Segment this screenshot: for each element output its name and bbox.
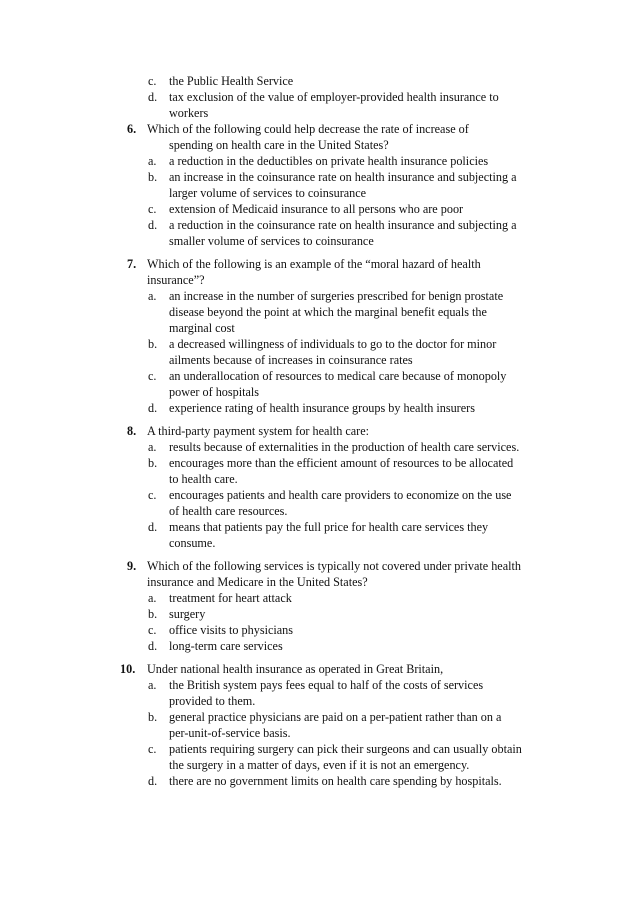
answer-text: encourages patients and health care providers to economize on the use [169, 488, 512, 502]
answer-line [0, 622, 638, 638]
question-number: 9. [127, 559, 137, 573]
question-line [0, 558, 638, 574]
answer-text-continued: the surgery in a matter of days, even if it is not an emergency. [169, 758, 470, 772]
answer-line [0, 519, 638, 535]
question-text-continued: insurance”? [147, 273, 205, 287]
answer-line [0, 741, 638, 757]
answer-letter: c. [148, 623, 157, 637]
question-number: 6. [127, 122, 137, 136]
answer-text: an increase in the number of surgeries prescribed for benign prostate [169, 289, 504, 303]
answer-line [0, 73, 638, 89]
answer-letter: c. [148, 742, 157, 756]
document-page [0, 73, 638, 789]
answer-letter: d. [148, 520, 158, 534]
answer-line [0, 336, 638, 352]
answer-line [0, 233, 638, 249]
question-line [0, 137, 638, 153]
answer-letter: a. [148, 289, 157, 303]
answer-line [0, 384, 638, 400]
answer-line [0, 439, 638, 455]
answer-text: treatment for heart attack [169, 591, 292, 605]
answer-letter: d. [148, 774, 158, 788]
answer-line [0, 693, 638, 709]
answer-letter: c. [148, 369, 157, 383]
answer-line [0, 89, 638, 105]
answer-line [0, 320, 638, 336]
answer-line [0, 725, 638, 741]
answer-line [0, 105, 638, 121]
answer-line [0, 677, 638, 693]
answer-text-continued: consume. [169, 536, 216, 550]
answer-text: there are no government limits on health care spending by hospitals. [169, 774, 502, 788]
answer-line [0, 153, 638, 169]
answer-text-continued: provided to them. [169, 694, 256, 708]
question-text: Under national health insurance as operated in Great Britain, [147, 662, 444, 676]
answer-letter: a. [148, 591, 157, 605]
answer-letter: a. [148, 440, 157, 454]
answer-line [0, 773, 638, 789]
answer-text-continued: marginal cost [169, 321, 235, 335]
answer-letter: d. [148, 639, 158, 653]
answer-letter: b. [148, 456, 158, 470]
answer-text: extension of Medicaid insurance to all persons who are poor [169, 202, 464, 216]
answer-line [0, 455, 638, 471]
answer-text: encourages more than the efficient amount of resources to be allocated [169, 456, 514, 470]
answer-line [0, 590, 638, 606]
question-block [0, 121, 638, 249]
answer-text-continued: of health care resources. [169, 504, 288, 518]
answer-text: office visits to physicians [169, 623, 294, 637]
answer-text: general practice physicians are paid on a per-patient rather than on a [169, 710, 502, 724]
question-line [0, 661, 638, 677]
question-text-continued: spending on health care in the United States? [169, 138, 389, 152]
answer-line [0, 304, 638, 320]
question-line [0, 574, 638, 590]
answer-text-continued: per-unit-of-service basis. [169, 726, 291, 740]
question-text: A third-party payment system for health care: [147, 424, 370, 438]
answer-text: long-term care services [169, 639, 283, 653]
answer-letter: a. [148, 678, 157, 692]
answer-line [0, 638, 638, 654]
answer-letter: b. [148, 170, 158, 184]
answer-text: an increase in the coinsurance rate on health insurance and subjecting a [169, 170, 517, 184]
question-line [0, 272, 638, 288]
question-block [0, 558, 638, 654]
answer-text-continued: to health care. [169, 472, 238, 486]
question-line [0, 423, 638, 439]
answer-letter: c. [148, 74, 157, 88]
answer-text-continued: power of hospitals [169, 385, 260, 399]
answer-line [0, 352, 638, 368]
answer-line [0, 288, 638, 304]
answer-letter: d. [148, 218, 158, 232]
question-block [0, 256, 638, 416]
answer-line [0, 368, 638, 384]
answer-text: a decreased willingness of individuals to go to the doctor for minor [169, 337, 497, 351]
answer-text: the British system pays fees equal to half of the costs of services [169, 678, 484, 692]
answer-letter: b. [148, 337, 158, 351]
answer-text: surgery [169, 607, 206, 621]
answer-line [0, 535, 638, 551]
answer-text: a reduction in the deductibles on private health insurance policies [169, 154, 489, 168]
answer-text-continued: smaller volume of services to coinsurance [169, 234, 374, 248]
answer-line [0, 606, 638, 622]
answer-letter: b. [148, 607, 158, 621]
answer-letter: a. [148, 154, 157, 168]
answer-text: experience rating of health insurance groups by health insurers [169, 401, 475, 415]
answer-line [0, 757, 638, 773]
answer-line [0, 471, 638, 487]
question-number: 10. [120, 662, 136, 676]
answer-line [0, 503, 638, 519]
answer-letter: b. [148, 710, 158, 724]
answer-text: a reduction in the coinsurance rate on health insurance and subjecting a [169, 218, 517, 232]
question-number: 7. [127, 257, 137, 271]
question-text: Which of the following is an example of the “moral hazard of health [147, 257, 481, 271]
answer-letter: c. [148, 202, 157, 216]
question-text: Which of the following services is typically not covered under private health [147, 559, 521, 573]
answer-text-continued: ailments because of increases in coinsurance rates [169, 353, 413, 367]
answer-text: an underallocation of resources to medical care because of monopoly [169, 369, 507, 383]
question-text-continued: insurance and Medicare in the United States? [147, 575, 368, 589]
question-text: Which of the following could help decrease the rate of increase of [147, 122, 469, 136]
answer-letter: c. [148, 488, 157, 502]
answer-text: tax exclusion of the value of employer-provided health insurance to [169, 90, 499, 104]
answer-text-continued: disease beyond the point at which the marginal benefit equals the [169, 305, 487, 319]
answer-text: patients requiring surgery can pick their surgeons and can usually obtain [169, 742, 522, 756]
answer-line [0, 709, 638, 725]
answer-text-continued: larger volume of services to coinsurance [169, 186, 367, 200]
question-number: 8. [127, 424, 137, 438]
answer-line [0, 487, 638, 503]
answer-text: results because of externalities in the production of health care services. [169, 440, 520, 454]
answer-line [0, 400, 638, 416]
answer-line [0, 185, 638, 201]
answer-line [0, 201, 638, 217]
question-block [0, 661, 638, 789]
answer-text-continued: workers [169, 106, 209, 120]
answer-letter: d. [148, 90, 158, 104]
question-line [0, 256, 638, 272]
answer-text: the Public Health Service [169, 74, 294, 88]
answer-letter: d. [148, 401, 158, 415]
question-line [0, 121, 638, 137]
carryover-answers [0, 73, 638, 121]
answer-line [0, 169, 638, 185]
answer-text: means that patients pay the full price for health care services they [169, 520, 489, 534]
answer-line [0, 217, 638, 233]
question-block [0, 423, 638, 551]
